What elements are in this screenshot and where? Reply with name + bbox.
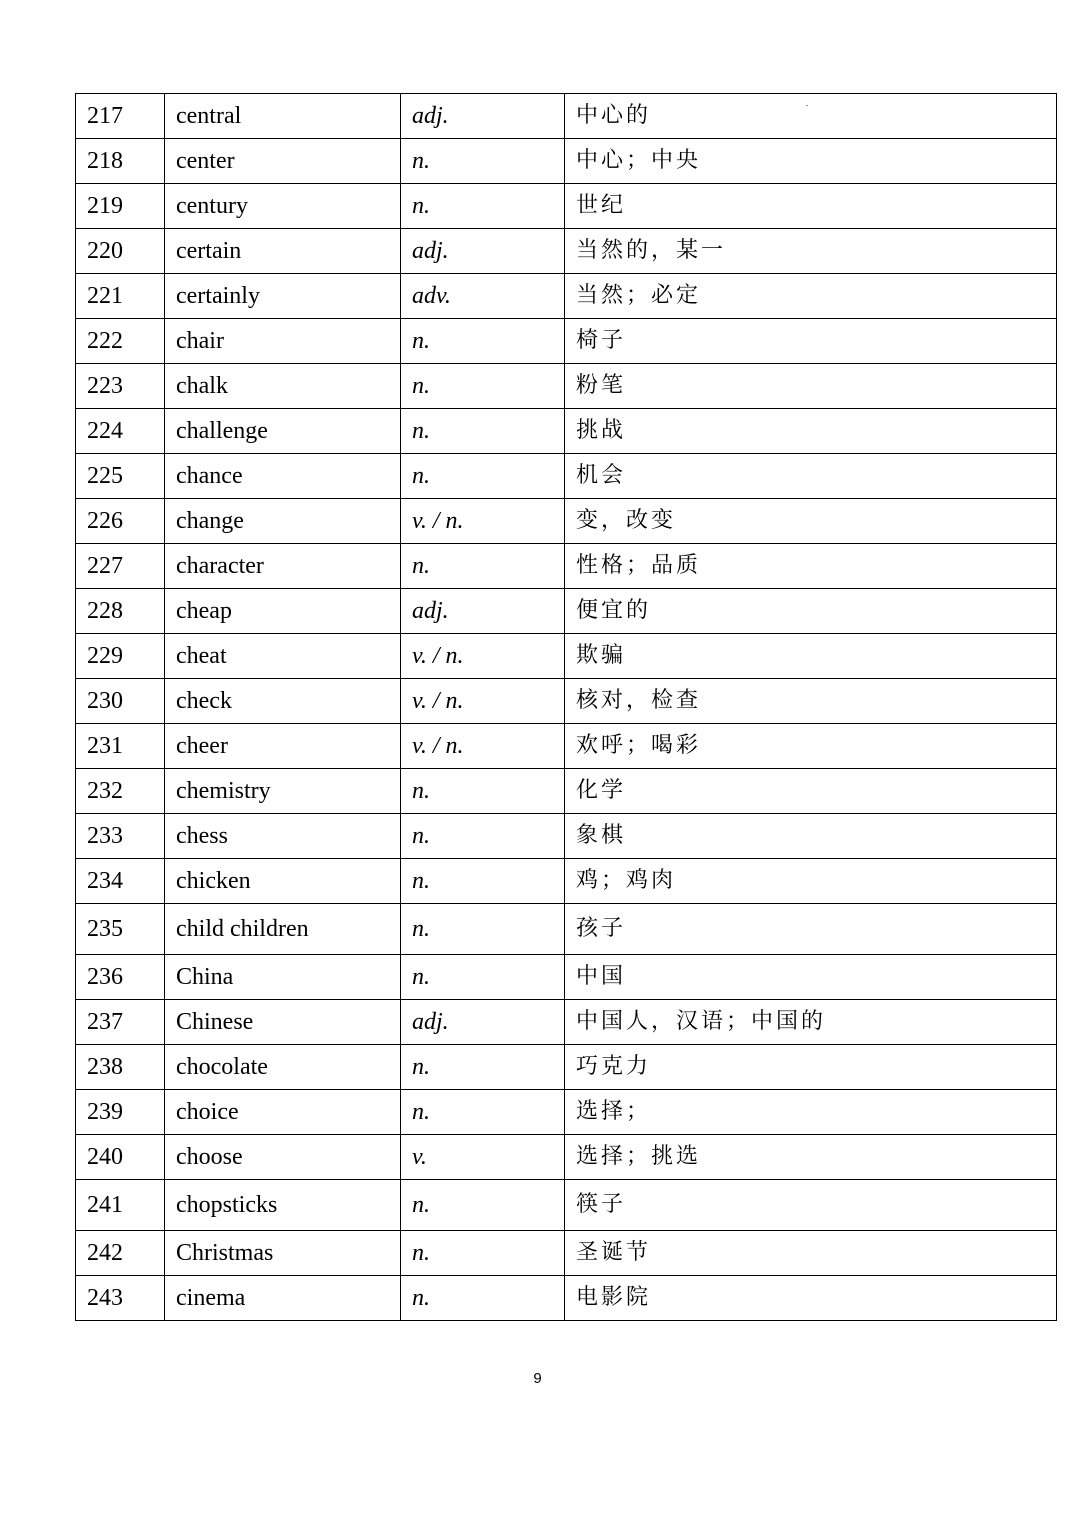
table-row bbox=[76, 274, 1057, 319]
table-row bbox=[76, 1180, 1057, 1231]
word-cell: chair bbox=[165, 319, 401, 364]
meaning-cell: 鸡；鸡肉 bbox=[565, 859, 1057, 904]
word-cell: chalk bbox=[165, 364, 401, 409]
meaning-cell: 圣诞节 bbox=[565, 1231, 1057, 1276]
part-of-speech-cell: adv. bbox=[401, 274, 565, 319]
word-cell: Chinese bbox=[165, 1000, 401, 1045]
entry-number-cell: 219 bbox=[76, 184, 165, 229]
word-cell: child children bbox=[165, 904, 401, 955]
entry-number-cell: 223 bbox=[76, 364, 165, 409]
part-of-speech-cell: n. bbox=[401, 1090, 565, 1135]
table-row bbox=[76, 589, 1057, 634]
entry-number-cell: 232 bbox=[76, 769, 165, 814]
word-cell: certain bbox=[165, 229, 401, 274]
meaning-cell: 变，改变 bbox=[565, 499, 1057, 544]
entry-number-cell: 240 bbox=[76, 1135, 165, 1180]
table-row bbox=[76, 319, 1057, 364]
entry-number-cell: 236 bbox=[76, 955, 165, 1000]
meaning-cell: 电影院 bbox=[565, 1276, 1057, 1321]
word-cell: chance bbox=[165, 454, 401, 499]
meaning-cell: 性格；品质 bbox=[565, 544, 1057, 589]
part-of-speech-cell: n. bbox=[401, 769, 565, 814]
part-of-speech-cell: v. / n. bbox=[401, 634, 565, 679]
meaning-cell: 当然的，某一 bbox=[565, 229, 1057, 274]
meaning-cell: 选择； bbox=[565, 1090, 1057, 1135]
meaning-cell: 椅子 bbox=[565, 319, 1057, 364]
part-of-speech-cell: n. bbox=[401, 184, 565, 229]
word-cell: center bbox=[165, 139, 401, 184]
word-cell: chopsticks bbox=[165, 1180, 401, 1231]
meaning-cell: 核对，检查 bbox=[565, 679, 1057, 724]
table-row bbox=[76, 499, 1057, 544]
entry-number-cell: 220 bbox=[76, 229, 165, 274]
meaning-cell: 欺骗 bbox=[565, 634, 1057, 679]
entry-number-cell: 226 bbox=[76, 499, 165, 544]
entry-number-cell: 233 bbox=[76, 814, 165, 859]
entry-number-cell: 231 bbox=[76, 724, 165, 769]
part-of-speech-cell: adj. bbox=[401, 589, 565, 634]
entry-number-cell: 221 bbox=[76, 274, 165, 319]
part-of-speech-cell: n. bbox=[401, 1180, 565, 1231]
table-row bbox=[76, 814, 1057, 859]
meaning-cell: 中国人，汉语；中国的 bbox=[565, 1000, 1057, 1045]
meaning-cell: 中国 bbox=[565, 955, 1057, 1000]
word-cell: cheer bbox=[165, 724, 401, 769]
word-cell: certainly bbox=[165, 274, 401, 319]
table-row bbox=[76, 94, 1057, 139]
part-of-speech-cell: n. bbox=[401, 859, 565, 904]
word-cell: choose bbox=[165, 1135, 401, 1180]
part-of-speech-cell: n. bbox=[401, 454, 565, 499]
meaning-cell: 中心的 bbox=[565, 94, 1057, 139]
part-of-speech-cell: n. bbox=[401, 139, 565, 184]
meaning-cell: 象棋 bbox=[565, 814, 1057, 859]
table-row bbox=[76, 139, 1057, 184]
table-row bbox=[76, 409, 1057, 454]
vocabulary-table-body bbox=[76, 94, 1057, 1321]
entry-number-cell: 224 bbox=[76, 409, 165, 454]
meaning-cell: 选择；挑选 bbox=[565, 1135, 1057, 1180]
part-of-speech-cell: n. bbox=[401, 409, 565, 454]
meaning-cell: 当然；必定 bbox=[565, 274, 1057, 319]
entry-number-cell: 227 bbox=[76, 544, 165, 589]
part-of-speech-cell: n. bbox=[401, 319, 565, 364]
word-cell: cheat bbox=[165, 634, 401, 679]
table-row bbox=[76, 1276, 1057, 1321]
entry-number-cell: 239 bbox=[76, 1090, 165, 1135]
table-row bbox=[76, 859, 1057, 904]
entry-number-cell: 218 bbox=[76, 139, 165, 184]
table-row bbox=[76, 955, 1057, 1000]
meaning-cell: 便宜的 bbox=[565, 589, 1057, 634]
table-row bbox=[76, 1231, 1057, 1276]
word-cell: chemistry bbox=[165, 769, 401, 814]
part-of-speech-cell: n. bbox=[401, 1276, 565, 1321]
entry-number-cell: 237 bbox=[76, 1000, 165, 1045]
table-row bbox=[76, 544, 1057, 589]
part-of-speech-cell: v. bbox=[401, 1135, 565, 1180]
part-of-speech-cell: n. bbox=[401, 1231, 565, 1276]
entry-number-cell: 230 bbox=[76, 679, 165, 724]
entry-number-cell: 243 bbox=[76, 1276, 165, 1321]
meaning-cell: 欢呼；喝彩 bbox=[565, 724, 1057, 769]
meaning-cell: 中心；中央 bbox=[565, 139, 1057, 184]
meaning-cell: 化学 bbox=[565, 769, 1057, 814]
meaning-cell: 筷子 bbox=[565, 1180, 1057, 1231]
table-row bbox=[76, 1000, 1057, 1045]
entry-number-cell: 225 bbox=[76, 454, 165, 499]
meaning-cell: 粉笔 bbox=[565, 364, 1057, 409]
meaning-cell: 机会 bbox=[565, 454, 1057, 499]
word-cell: check bbox=[165, 679, 401, 724]
part-of-speech-cell: v. / n. bbox=[401, 679, 565, 724]
entry-number-cell: 235 bbox=[76, 904, 165, 955]
word-cell: chocolate bbox=[165, 1045, 401, 1090]
table-row bbox=[76, 184, 1057, 229]
entry-number-cell: 238 bbox=[76, 1045, 165, 1090]
entry-number-cell: 229 bbox=[76, 634, 165, 679]
part-of-speech-cell: n. bbox=[401, 904, 565, 955]
table-row bbox=[76, 769, 1057, 814]
word-cell: challenge bbox=[165, 409, 401, 454]
scan-speck bbox=[806, 105, 808, 106]
meaning-cell: 世纪 bbox=[565, 184, 1057, 229]
part-of-speech-cell: n. bbox=[401, 1045, 565, 1090]
meaning-cell: 孩子 bbox=[565, 904, 1057, 955]
part-of-speech-cell: adj. bbox=[401, 1000, 565, 1045]
word-cell: China bbox=[165, 955, 401, 1000]
part-of-speech-cell: adj. bbox=[401, 94, 565, 139]
part-of-speech-cell: n. bbox=[401, 955, 565, 1000]
table-row bbox=[76, 364, 1057, 409]
page-number: 9 bbox=[533, 1370, 542, 1387]
part-of-speech-cell: v. / n. bbox=[401, 499, 565, 544]
word-cell: cheap bbox=[165, 589, 401, 634]
table-row bbox=[76, 1090, 1057, 1135]
table-row bbox=[76, 1045, 1057, 1090]
word-cell: central bbox=[165, 94, 401, 139]
meaning-cell: 挑战 bbox=[565, 409, 1057, 454]
part-of-speech-cell: n. bbox=[401, 544, 565, 589]
entry-number-cell: 228 bbox=[76, 589, 165, 634]
table-row bbox=[76, 229, 1057, 274]
table-row bbox=[76, 724, 1057, 769]
table-row bbox=[76, 679, 1057, 724]
table-row bbox=[76, 904, 1057, 955]
entry-number-cell: 222 bbox=[76, 319, 165, 364]
table-row bbox=[76, 454, 1057, 499]
word-cell: Christmas bbox=[165, 1231, 401, 1276]
word-cell: cinema bbox=[165, 1276, 401, 1321]
word-cell: change bbox=[165, 499, 401, 544]
entry-number-cell: 242 bbox=[76, 1231, 165, 1276]
word-cell: chicken bbox=[165, 859, 401, 904]
word-cell: century bbox=[165, 184, 401, 229]
entry-number-cell: 241 bbox=[76, 1180, 165, 1231]
part-of-speech-cell: v. / n. bbox=[401, 724, 565, 769]
word-cell: character bbox=[165, 544, 401, 589]
table-row bbox=[76, 634, 1057, 679]
word-cell: choice bbox=[165, 1090, 401, 1135]
vocabulary-table bbox=[75, 93, 1057, 1321]
part-of-speech-cell: n. bbox=[401, 814, 565, 859]
part-of-speech-cell: adj. bbox=[401, 229, 565, 274]
table-row bbox=[76, 1135, 1057, 1180]
entry-number-cell: 217 bbox=[76, 94, 165, 139]
word-cell: chess bbox=[165, 814, 401, 859]
entry-number-cell: 234 bbox=[76, 859, 165, 904]
part-of-speech-cell: n. bbox=[401, 364, 565, 409]
meaning-cell: 巧克力 bbox=[565, 1045, 1057, 1090]
